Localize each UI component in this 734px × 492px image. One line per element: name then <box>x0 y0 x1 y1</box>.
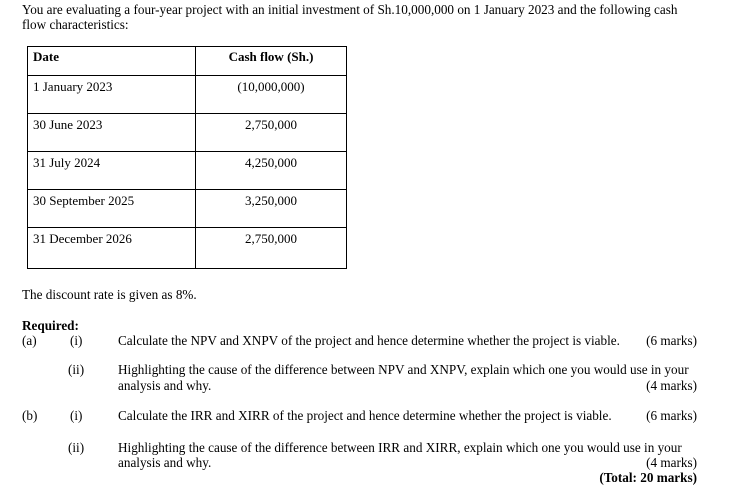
cell-cash-flow: 4,250,000 <box>196 152 347 190</box>
cell-cash-flow: 2,750,000 <box>196 228 347 269</box>
question-b-i-label: (i) <box>70 408 83 423</box>
intro-line-2: flow characteristics: <box>22 17 129 32</box>
question-b-i-marks: (6 marks) <box>646 408 697 423</box>
table-header-row <box>28 47 347 76</box>
question-b-i-text: Calculate the IRR and XIRR of the project and hence determine whether the project is viable. <box>118 408 612 423</box>
intro-line-1: You are evaluating a four-year project with an initial investment of Sh.10,000,000 on 1 January 2023 and the following cash <box>22 2 678 17</box>
cell-date: 31 December 2026 <box>28 228 196 269</box>
cell-date: 31 July 2024 <box>28 152 196 190</box>
cell-cash-flow: (10,000,000) <box>196 76 347 114</box>
cash-flow-table <box>27 46 347 269</box>
table-row <box>28 190 347 228</box>
discount-note: The discount rate is given as 8%. <box>22 287 197 302</box>
cell-date: 1 January 2023 <box>28 76 196 114</box>
question-a-label: (a) <box>22 333 37 348</box>
table-row <box>28 152 347 190</box>
table-row <box>28 114 347 152</box>
required-heading: Required: <box>22 318 79 333</box>
table-row <box>28 228 347 269</box>
question-b-ii-label: (ii) <box>68 440 85 455</box>
header-cash-flow: Cash flow (Sh.) <box>196 47 347 76</box>
total-marks: (Total: 20 marks) <box>599 470 697 485</box>
question-b-ii-line-2: analysis and why. <box>118 455 212 470</box>
question-a-i-text: Calculate the NPV and XNPV of the project and hence determine whether the project is viable. <box>118 333 620 348</box>
header-date: Date <box>28 47 196 76</box>
question-b-ii-line-1: Highlighting the cause of the difference between IRR and XIRR, explain which one you would use in your <box>118 440 682 455</box>
cell-date: 30 September 2025 <box>28 190 196 228</box>
question-a-ii-marks: (4 marks) <box>646 378 697 393</box>
question-a-i-marks: (6 marks) <box>646 333 697 348</box>
table-row <box>28 76 347 114</box>
cell-date: 30 June 2023 <box>28 114 196 152</box>
cell-cash-flow: 3,250,000 <box>196 190 347 228</box>
question-b-label: (b) <box>22 408 38 423</box>
question-a-ii-label: (ii) <box>68 362 85 377</box>
question-a-ii-line-2: analysis and why. <box>118 378 212 393</box>
question-b-ii-marks: (4 marks) <box>646 455 697 470</box>
cell-cash-flow: 2,750,000 <box>196 114 347 152</box>
question-a-ii-line-1: Highlighting the cause of the difference between NPV and XNPV, explain which one you would use in your <box>118 362 689 377</box>
intro-paragraph <box>22 2 712 32</box>
question-a-i-label: (i) <box>70 333 83 348</box>
